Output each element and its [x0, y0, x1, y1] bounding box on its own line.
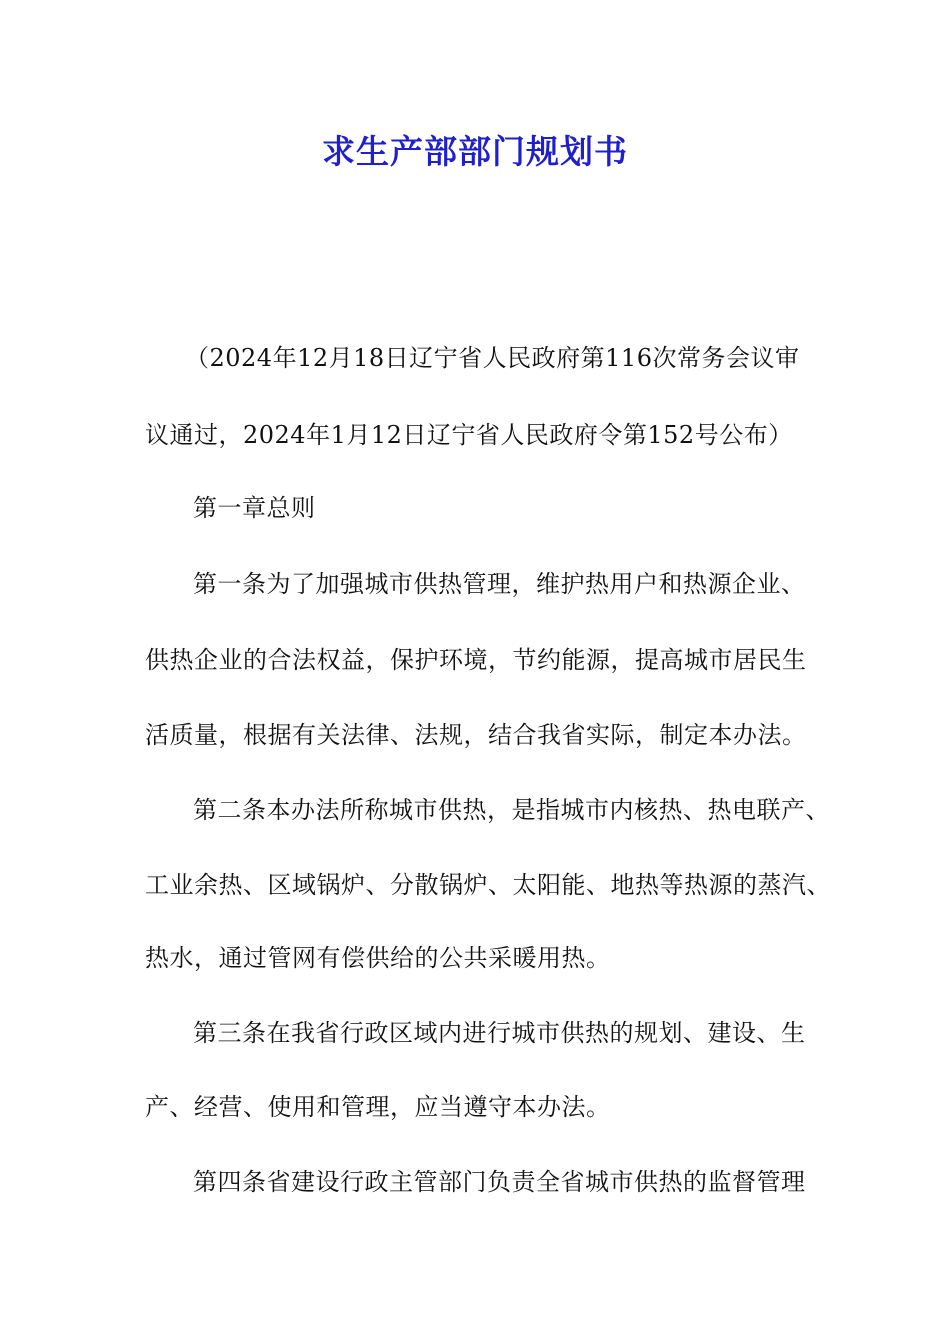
chapter-heading: 第一章总则 [193, 494, 316, 522]
paragraph-line: 热水，通过管网有偿供给的公共采暖用热。 [145, 944, 611, 972]
paragraph-line: 工业余热、区域锅炉、分散锅炉、太阳能、地热等热源的蒸汽、 [145, 871, 831, 899]
paragraph-line: 供热企业的合法权益，保护环境，节约能源，提高城市居民生 [145, 646, 807, 674]
paragraph-line: 议通过，2024年1月12日辽宁省人民政府令第152号公布） [145, 421, 793, 449]
paragraph-line: 第一条为了加强城市供热管理，维护热用户和热源企业、 [193, 570, 806, 598]
paragraph-line: 第四条省建设行政主管部门负责全省城市供热的监督管理 [193, 1168, 806, 1196]
paragraph-line: 活质量，根据有关法律、法规，结合我省实际，制定本办法。 [145, 721, 807, 749]
document-title: 求生产部部门规划书 [322, 132, 628, 171]
paragraph-line: 第三条在我省行政区域内进行城市供热的规划、建设、生 [193, 1019, 806, 1047]
paragraph-line: （2024年12月18日辽宁省人民政府第116次常务会议审 [185, 344, 800, 372]
paragraph-line: 第二条本办法所称城市供热，是指城市内核热、热电联产、 [193, 796, 830, 824]
paragraph-line: 产、经营、使用和管理，应当遵守本办法。 [145, 1093, 611, 1121]
